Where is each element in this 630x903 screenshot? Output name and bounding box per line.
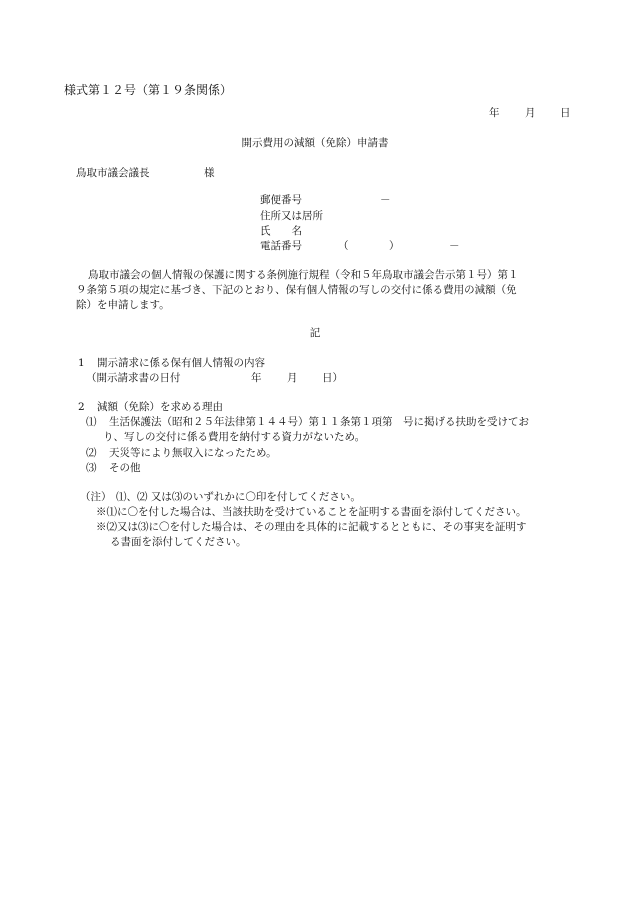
body-line-3: 除）を申請します。 <box>76 299 170 311</box>
date-year: 年 <box>489 107 500 119</box>
document-title: 開示費用の減額（免除）申請書 <box>241 137 389 149</box>
phone-dash: － <box>449 240 460 252</box>
option-3-number: ⑶ <box>86 462 97 474</box>
item-2-number: 2 <box>78 401 85 413</box>
notes-label: （注） <box>80 491 112 503</box>
notes-line-1: ⑴、⑵ 又は⑶のいずれかに〇印を付してください。 <box>116 491 361 503</box>
phone-label: 電話番号 <box>260 240 302 252</box>
item-1-number: 1 <box>78 357 85 369</box>
addressee-honorific: 様 <box>204 167 215 179</box>
address-label: 住所又は居所 <box>260 210 323 222</box>
addressee-name: 鳥取市議会議長 <box>76 167 150 179</box>
postal-code-dash: － <box>380 194 391 206</box>
ki-heading: 記 <box>309 327 321 339</box>
body-line-2: ９条第５項の規定に基づき、下記のとおり、保有個人情報の写しの交付に係る費用の減額（免 <box>76 284 517 296</box>
date-day: 日 <box>560 107 571 119</box>
option-2-text: 天災等により無収入になったため。 <box>109 447 277 459</box>
option-1-line-1: 生活保護法（昭和２５年法律第１４４号）第１１条第１項第 号に掲げる扶助を受けてお <box>109 416 529 428</box>
notes-line-3: ※⑵又は⑶に〇を付した場合は、その理由を具体的に記載するとともに、その事実を証明す <box>96 521 527 533</box>
option-1-line-2: り、写しの交付に係る費用を納付する資力がないため。 <box>103 431 366 443</box>
notes-line-4: る書面を添付してください。 <box>110 536 247 548</box>
item-1-heading: 開示請求に係る保有個人情報の内容 <box>97 357 265 369</box>
item-2-heading: 減額（免除）を求める理由 <box>97 401 223 413</box>
name-label: 氏 名 <box>260 225 302 237</box>
notes-line-2: ※⑴に〇を付した場合は、当該扶助を受けていることを証明する書面を添付してください。 <box>96 506 527 518</box>
item-1-year: 年 <box>251 372 262 384</box>
item-1-sub-label: （開示請求書の日付 <box>86 372 181 384</box>
form-number: 様式第１２号（第１９条関係） <box>64 83 233 97</box>
phone-close-paren: ） <box>389 240 400 252</box>
item-1-day: 日） <box>322 372 343 384</box>
date-month: 月 <box>525 107 536 119</box>
phone-open-paren: （ <box>338 240 349 252</box>
body-line-1: 鳥取市議会の個人情報の保護に関する条例施行規程（令和５年鳥取市議会告示第１号）第１ <box>88 269 519 281</box>
option-1-number: ⑴ <box>86 416 97 428</box>
option-2-number: ⑵ <box>86 447 97 459</box>
option-3-text: その他 <box>109 462 141 474</box>
postal-code-label: 郵便番号 <box>260 194 302 206</box>
item-1-month: 月 <box>287 372 298 384</box>
